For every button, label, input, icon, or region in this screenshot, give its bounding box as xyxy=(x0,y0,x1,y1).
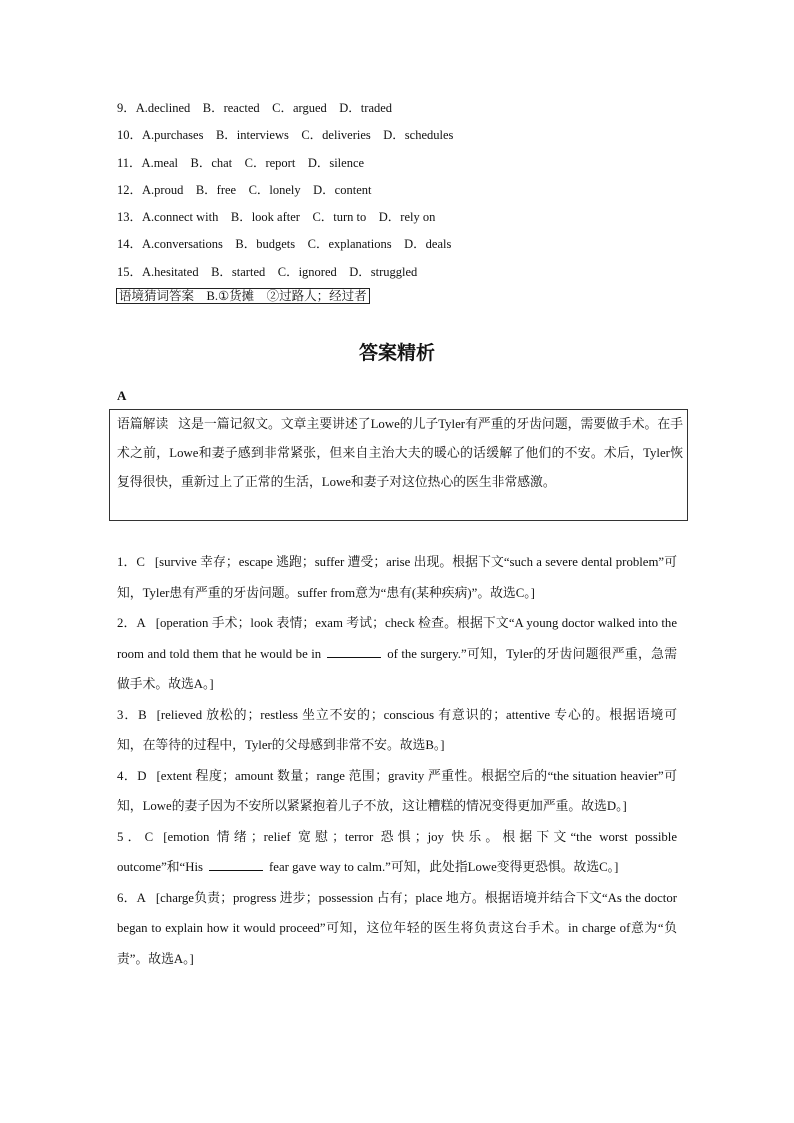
question-13: 13．A.connect with B．look after C．turn to D．rely on xyxy=(117,210,436,224)
passage-lead: 语篇解读 xyxy=(117,417,169,431)
answer-number: 2．A xyxy=(117,616,146,630)
question-14: 14．A.conversations B．budgets C．explanations D．deals xyxy=(117,237,452,251)
section-label: A xyxy=(117,388,127,403)
question-9: 9．A.declined B．reacted C．argued D．traded xyxy=(117,101,393,115)
answer-explanation-pre: [operation 手术；look 表情；exam 考试；check 检查。根据下文“A young doctor walked into the room and told them that he would be in xyxy=(117,616,677,661)
answer-number: 4．D xyxy=(117,768,147,783)
fill-blank xyxy=(327,645,381,658)
answer-number: 1．C xyxy=(117,555,145,569)
answer-explanation: [extent 程度；amount 数量；range 范围；gravity 严重性。根据空后的“the situation heavier”可知，Lowe的妻子因为不安所以紧紧抱着儿子不放，这让糟糕的情况变得更加严重。故选D。] xyxy=(117,768,678,813)
answer-item xyxy=(117,883,677,975)
vocab-answer-box: 语境猜词答案 B.①货摊 ②过路人；经过者 xyxy=(116,288,370,304)
answer-explanation-pre: [emotion 情绪；relief 宽慰；terror 恐惧；joy 快乐。根据下文“the worst possible outcome”和“His xyxy=(117,829,678,874)
answer-item xyxy=(117,608,677,700)
answer-explanation: [charge负责；progress 进步；possession 占有；place 地方。根据语境并结合下文“As the doctor began to explain how it would proceed”可知，这位年轻的医生将负责这台手术。in charge of意为“负责”。故选A。] xyxy=(117,890,678,966)
answer-title: 答案精析 xyxy=(358,342,435,364)
question-15: 15．A.hesitated B．started C．ignored D．struggled xyxy=(117,265,418,279)
answer-number: 6．A xyxy=(117,890,146,905)
question-11: 11．A.meal B．chat C．report D．silence xyxy=(117,156,365,170)
answer-number: 5．C xyxy=(117,829,154,844)
fill-blank xyxy=(209,858,263,871)
answer-list xyxy=(117,547,677,974)
answer-number: 3．B xyxy=(117,707,147,722)
answer-explanation-post: fear gave way to calm.”可知，此处指Lowe变得更恐惧。故选C。] xyxy=(269,860,619,874)
answer-explanation: [relieved 放松的；restless 坐立不安的；conscious 有意识的；attentive 专心的。根据语境可知，在等待的过程中，Tyler的父母感到非常不安。故选B。] xyxy=(117,707,678,752)
question-10: 10．A.purchases B．interviews C．deliveries D．schedules xyxy=(117,128,454,142)
answer-explanation-post: of the surgery.”可知，Tyler的牙齿问题很严重，急需做手术。故选A。] xyxy=(117,646,677,691)
answer-explanation: [survive 幸存；escape 逃跑；suffer 遭受；arise 出现。根据下文“such a severe dental problem”可知，Tyler患有严重的牙齿问题。suffer from意为“患有(某种疾病)”。故选C。] xyxy=(117,555,677,600)
answer-item xyxy=(117,547,677,608)
answer-item xyxy=(117,761,677,822)
passage-text: 这是一篇记叙文。文章主要讲述了Lowe的儿子Tyler有严重的牙齿问题，需要做手术。在手术之前，Lowe和妻子感到非常紧张，但来自主治大夫的暖心的话缓解了他们的不安。术后，Tyler恢复得很快，重新过上了正常的生活，Lowe和妻子对这位热心的医生非常感激。 xyxy=(117,417,684,489)
question-12: 12．A.proud B．free C．lonely D．content xyxy=(117,183,372,197)
passage-summary-box xyxy=(109,409,688,521)
answer-item xyxy=(117,822,677,883)
answer-item xyxy=(117,700,677,761)
